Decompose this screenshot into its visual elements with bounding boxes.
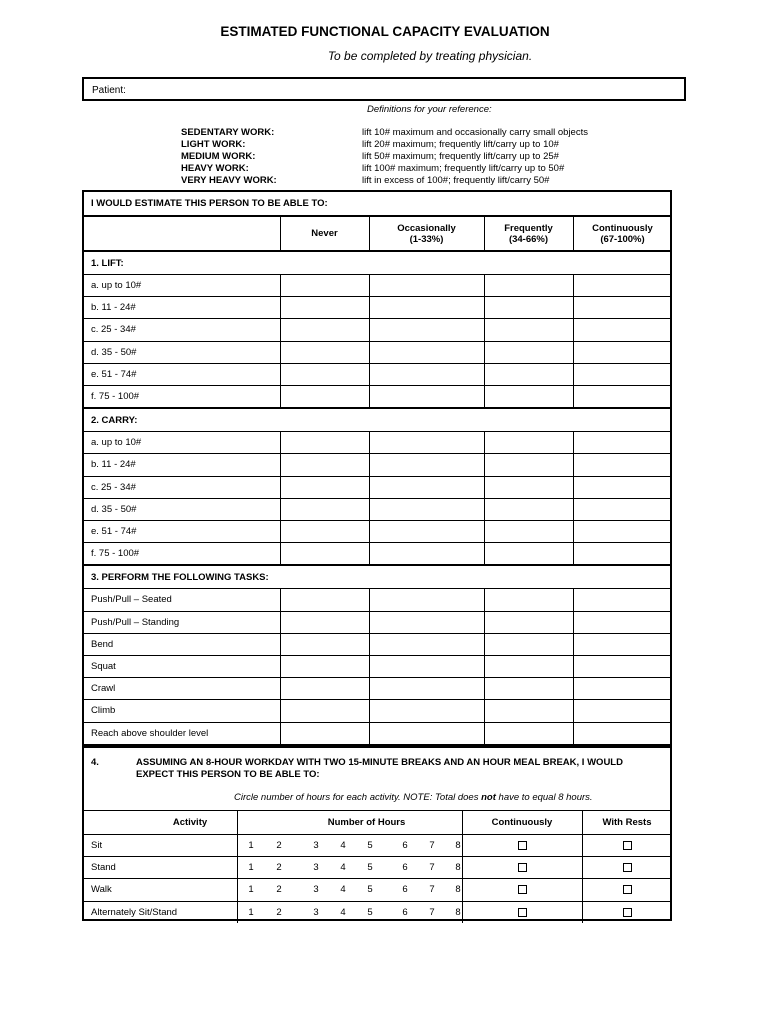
continuously-checkbox-cell	[462, 902, 582, 923]
hour-option[interactable]: 4	[340, 906, 346, 918]
rating-cell[interactable]	[484, 432, 573, 453]
hour-option[interactable]: 4	[340, 884, 346, 896]
grid-row-item	[84, 520, 670, 542]
column-divider	[237, 811, 238, 834]
column-divider	[582, 879, 583, 900]
rating-cell[interactable]	[484, 700, 573, 721]
activity-label: e. 51 - 74#	[91, 526, 137, 538]
rating-cell[interactable]	[573, 454, 672, 475]
rating-cell[interactable]	[484, 297, 573, 318]
rating-cell[interactable]	[484, 386, 573, 407]
rating-cell[interactable]	[484, 275, 573, 296]
rating-cell[interactable]	[280, 499, 369, 520]
rating-cell[interactable]	[369, 454, 484, 475]
def-desc: lift 10# maximum and occasionally carry small objects	[362, 127, 588, 138]
hour-option[interactable]: 5	[367, 906, 373, 918]
def-name: MEDIUM WORK:	[181, 151, 256, 162]
def-name: HEAVY WORK:	[181, 163, 249, 174]
rating-cell[interactable]	[280, 477, 369, 498]
hour-option[interactable]: 3	[313, 884, 319, 896]
rating-cell[interactable]	[369, 700, 484, 721]
activity-label: d. 35 - 50#	[91, 346, 137, 358]
activity-label: Squat	[91, 661, 116, 673]
rating-cell[interactable]	[280, 656, 369, 677]
column-header-line2: (67-100%)	[600, 233, 645, 245]
rating-cell[interactable]	[484, 521, 573, 542]
continuously-checkbox[interactable]	[518, 841, 527, 850]
rating-cell[interactable]	[280, 521, 369, 542]
rating-cell[interactable]	[484, 543, 573, 564]
grid-row-item	[84, 363, 670, 385]
grid-row-item	[84, 453, 670, 475]
rating-cell[interactable]	[573, 589, 672, 610]
column-header-line1: Frequently	[504, 222, 553, 234]
rating-cell[interactable]	[369, 499, 484, 520]
rating-cell[interactable]	[484, 364, 573, 385]
column-divider	[462, 879, 463, 900]
rating-cell[interactable]	[280, 432, 369, 453]
rating-cell[interactable]	[280, 297, 369, 318]
def-name: SEDENTARY WORK:	[181, 127, 275, 138]
hour-option[interactable]: 4	[340, 862, 346, 874]
grid-row-item	[84, 611, 670, 633]
workday-text: ASSUMING AN 8-HOUR WORKDAY WITH TWO 15-MINUTE BREAKS AND AN HOUR MEAL BREAK, I WOULD EXPECT THIS PERSON TO BE ABLE TO:	[136, 757, 623, 780]
rating-cell[interactable]	[280, 275, 369, 296]
rating-cell[interactable]	[573, 342, 672, 363]
rating-cell[interactable]	[573, 543, 672, 564]
definitions-values	[362, 127, 588, 187]
column-divider	[237, 879, 238, 900]
activity-label: b. 11 - 24#	[91, 459, 136, 471]
activity-label: Climb	[91, 705, 116, 717]
def-desc: lift 20# maximum; frequently lift/carry up to 10#	[362, 139, 559, 150]
def-desc: lift 100# maximum; frequently lift/carry up to 50#	[362, 163, 565, 174]
activity-label: a. up to 10#	[91, 437, 142, 449]
definitions-heading: Definitions for your reference:	[367, 104, 492, 115]
rating-cell[interactable]	[573, 678, 672, 699]
column-header-line1: Occasionally	[397, 222, 456, 234]
rating-cell[interactable]	[484, 589, 573, 610]
column-header-line2: (1-33%)	[409, 233, 444, 245]
column-divider	[462, 902, 463, 923]
note-pre: Circle number of hours for each activity. NOTE: Total does	[234, 792, 482, 803]
workday-section	[82, 746, 672, 921]
column-header	[280, 217, 369, 250]
rating-cell[interactable]	[280, 342, 369, 363]
rating-cell[interactable]	[280, 319, 369, 340]
rating-cell[interactable]	[573, 319, 672, 340]
def-desc: lift 50# maximum; frequently lift/carry up to 25#	[362, 151, 559, 162]
grid-row-section	[84, 407, 670, 431]
rating-cell[interactable]	[573, 386, 672, 407]
hour-option[interactable]: 2	[276, 862, 282, 874]
column-header	[573, 217, 672, 250]
hours-row	[84, 901, 670, 923]
grid-row-item	[84, 633, 670, 655]
rating-cell[interactable]	[280, 543, 369, 564]
workday-note	[234, 792, 593, 803]
grid-row-item	[84, 677, 670, 699]
grid-row-item	[84, 296, 670, 318]
grid-row-item	[84, 655, 670, 677]
grid-heading: I WOULD ESTIMATE THIS PERSON TO BE ABLE TO:	[91, 198, 328, 209]
hour-option[interactable]: 6	[402, 906, 408, 918]
activity-label: Reach above shoulder level	[91, 727, 209, 739]
grid-row-item	[84, 385, 670, 407]
continuously-checkbox-cell	[462, 857, 582, 878]
grid-row-section	[84, 250, 670, 274]
hour-option[interactable]: 1	[248, 862, 254, 874]
rating-cell[interactable]	[369, 723, 484, 744]
rating-cell[interactable]	[484, 612, 573, 633]
rating-cell[interactable]	[573, 634, 672, 655]
column-divider	[462, 811, 463, 834]
grid-row-item	[84, 722, 670, 744]
form-subtitle: To be completed by treating physician.	[327, 49, 533, 63]
rating-cell[interactable]	[484, 454, 573, 475]
column-divider	[369, 217, 370, 250]
note-bold: not	[481, 792, 496, 803]
column-divider	[582, 835, 583, 856]
section-title: 1. LIFT:	[91, 257, 124, 269]
rating-cell[interactable]	[573, 499, 672, 520]
hour-option[interactable]: 3	[313, 906, 319, 918]
rating-cell[interactable]	[369, 342, 484, 363]
hour-option[interactable]: 4	[340, 840, 346, 852]
hour-option[interactable]: 6	[402, 840, 408, 852]
hour-option[interactable]: 6	[402, 862, 408, 874]
continuously-checkbox[interactable]	[518, 885, 527, 894]
with-rests-checkbox[interactable]	[623, 885, 632, 894]
activity-label: c. 25 - 34#	[91, 324, 136, 336]
column-divider	[237, 835, 238, 856]
column-divider	[573, 217, 574, 250]
rating-cell[interactable]	[573, 477, 672, 498]
rating-cell[interactable]	[369, 589, 484, 610]
column-header	[484, 217, 573, 250]
with-rests-checkbox-cell	[582, 857, 672, 878]
grid-row-item	[84, 274, 670, 296]
grid-row-item	[84, 588, 670, 610]
section-title: 3. PERFORM THE FOLLOWING TASKS:	[91, 571, 269, 583]
rating-cell[interactable]	[280, 700, 369, 721]
continuously-checkbox-cell	[462, 835, 582, 856]
rating-cell[interactable]	[369, 386, 484, 407]
activity-label: a. up to 10#	[91, 280, 142, 292]
rating-cell[interactable]	[280, 454, 369, 475]
rating-cell[interactable]	[573, 723, 672, 744]
form-title: ESTIMATED FUNCTIONAL CAPACITY EVALUATION	[220, 24, 550, 39]
grid-row-item	[84, 431, 670, 453]
rating-cell[interactable]	[484, 477, 573, 498]
rating-cell[interactable]	[573, 612, 672, 633]
grid-row-item	[84, 476, 670, 498]
activity-label: e. 51 - 74#	[91, 368, 137, 380]
hour-option[interactable]: 2	[276, 840, 282, 852]
activity-label: Push/Pull – Seated	[91, 594, 172, 606]
rating-cell[interactable]	[369, 521, 484, 542]
hour-option[interactable]: 5	[367, 862, 373, 874]
rating-cell[interactable]	[280, 723, 369, 744]
with-rests-checkbox[interactable]	[623, 863, 632, 872]
with-rests-checkbox-cell	[582, 835, 672, 856]
capacity-grid	[82, 190, 672, 746]
grid-row-item	[84, 498, 670, 520]
rating-cell[interactable]	[369, 297, 484, 318]
hour-option[interactable]: 2	[276, 906, 282, 918]
column-divider	[280, 217, 281, 250]
rating-cell[interactable]	[280, 589, 369, 610]
with-rests-checkbox[interactable]	[623, 841, 632, 850]
definitions-names	[181, 127, 277, 187]
header-continuously: Continuously	[491, 817, 553, 828]
header-hours: Number of Hours	[327, 817, 406, 828]
column-divider	[462, 857, 463, 878]
grid-row-item	[84, 699, 670, 721]
rating-cell[interactable]	[369, 612, 484, 633]
rating-cell[interactable]	[573, 656, 672, 677]
rating-cell[interactable]	[280, 386, 369, 407]
rating-cell[interactable]	[484, 342, 573, 363]
rating-cell[interactable]	[369, 432, 484, 453]
with-rests-checkbox-cell	[582, 879, 672, 900]
column-header-line2: (34-66%)	[508, 233, 549, 245]
column-divider	[582, 857, 583, 878]
continuously-checkbox[interactable]	[518, 863, 527, 872]
rating-cell[interactable]	[280, 634, 369, 655]
column-divider	[237, 857, 238, 878]
grid-row-item	[84, 542, 670, 564]
grid-row-item	[84, 318, 670, 340]
rating-cell[interactable]	[369, 678, 484, 699]
rating-cell[interactable]	[280, 364, 369, 385]
hour-option[interactable]: 7	[429, 906, 435, 918]
column-divider	[582, 902, 583, 923]
rating-cell[interactable]	[484, 678, 573, 699]
def-name: VERY HEAVY WORK:	[181, 175, 277, 186]
rating-cell[interactable]	[573, 521, 672, 542]
rating-cell[interactable]	[369, 656, 484, 677]
hour-option[interactable]: 1	[248, 906, 254, 918]
activity-name: Alternately Sit/Stand	[91, 906, 178, 918]
def-desc: lift in excess of 100#; frequently lift/carry 50#	[362, 175, 550, 186]
column-divider	[582, 811, 583, 834]
hour-option[interactable]: 6	[402, 884, 408, 896]
rating-cell[interactable]	[484, 634, 573, 655]
hours-row	[84, 834, 670, 856]
hour-option[interactable]: 7	[429, 840, 435, 852]
activity-name: Stand	[91, 862, 116, 874]
def-name: LIGHT WORK:	[181, 139, 246, 150]
rating-cell[interactable]	[369, 275, 484, 296]
column-divider	[462, 835, 463, 856]
hour-option[interactable]: 5	[367, 884, 373, 896]
activity-label: Crawl	[91, 683, 116, 695]
activity-name: Sit	[91, 840, 103, 852]
activity-label: d. 35 - 50#	[91, 503, 137, 515]
hour-option[interactable]: 7	[429, 884, 435, 896]
hour-option[interactable]: 8	[455, 862, 461, 874]
rating-cell[interactable]	[573, 700, 672, 721]
rating-cell[interactable]	[573, 297, 672, 318]
rating-cell[interactable]	[484, 499, 573, 520]
hours-row	[84, 810, 670, 834]
header-activity: Activity	[172, 817, 208, 828]
hour-option[interactable]: 5	[367, 840, 373, 852]
hour-option[interactable]: 8	[455, 906, 461, 918]
rating-cell[interactable]	[369, 634, 484, 655]
patient-label: Patient:	[92, 85, 126, 96]
column-divider	[484, 217, 485, 250]
rating-cell[interactable]	[573, 432, 672, 453]
workday-number: 4.	[91, 757, 99, 768]
rating-cell[interactable]	[369, 477, 484, 498]
rating-cell[interactable]	[280, 612, 369, 633]
hour-option[interactable]: 3	[313, 840, 319, 852]
activity-name: Walk	[91, 884, 112, 896]
rating-cell[interactable]	[369, 319, 484, 340]
activity-label: f. 75 - 100#	[91, 391, 140, 403]
activity-label: Push/Pull – Standing	[91, 616, 180, 628]
activity-label: f. 75 - 100#	[91, 548, 140, 560]
rating-cell[interactable]	[484, 319, 573, 340]
grid-row-colhead	[84, 215, 670, 250]
column-header-line1: Never	[311, 228, 338, 239]
header-rests: With Rests	[602, 817, 652, 828]
section-title: 2. CARRY:	[91, 414, 138, 426]
hour-option[interactable]: 3	[313, 862, 319, 874]
hours-row	[84, 878, 670, 900]
grid-row-item	[84, 341, 670, 363]
rating-cell[interactable]	[280, 678, 369, 699]
column-divider	[237, 902, 238, 923]
activity-label: b. 11 - 24#	[91, 302, 136, 314]
hour-option[interactable]: 2	[276, 884, 282, 896]
hours-row	[84, 856, 670, 878]
grid-row-heading	[84, 192, 670, 215]
hour-option[interactable]: 8	[455, 884, 461, 896]
rating-cell[interactable]	[484, 656, 573, 677]
continuously-checkbox-cell	[462, 879, 582, 900]
activity-label: c. 25 - 34#	[91, 481, 136, 493]
hour-option[interactable]: 8	[455, 840, 461, 852]
grid-row-section	[84, 564, 670, 588]
note-post: have to equal 8 hours.	[495, 792, 593, 803]
rating-cell[interactable]	[573, 364, 672, 385]
continuously-checkbox[interactable]	[518, 908, 527, 917]
hour-option[interactable]: 7	[429, 862, 435, 874]
activity-label: Bend	[91, 638, 114, 650]
with-rests-checkbox-cell	[582, 902, 672, 923]
rating-cell[interactable]	[369, 543, 484, 564]
rating-cell[interactable]	[369, 364, 484, 385]
rating-cell[interactable]	[484, 723, 573, 744]
with-rests-checkbox[interactable]	[623, 908, 632, 917]
hour-option[interactable]: 1	[248, 884, 254, 896]
hour-option[interactable]: 1	[248, 840, 254, 852]
column-header	[369, 217, 484, 250]
patient-field[interactable]	[82, 77, 686, 101]
column-header-line1: Continuously	[592, 222, 653, 234]
rating-cell[interactable]	[573, 275, 672, 296]
